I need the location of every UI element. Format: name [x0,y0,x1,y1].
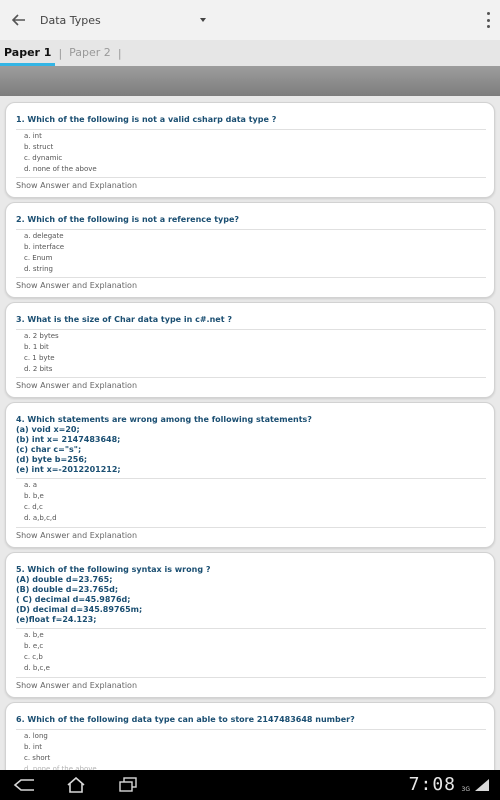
question-text: 5. Which of the following syntax is wrong ? [16,565,211,574]
divider [16,729,486,730]
question-card [5,402,495,548]
option-b[interactable]: b. b,e [24,492,44,500]
option-d[interactable]: d. a,b,c,d [24,514,57,522]
show-answer-link[interactable]: Show Answer and Explanation [16,281,138,290]
show-answer-link[interactable]: Show Answer and Explanation [16,381,138,390]
option-b[interactable]: b. 1 bit [24,343,49,351]
question-text: 6. Which of the following data type can able to store 2147483648 number? [16,715,355,724]
show-answer-link[interactable]: Show Answer and Explanation [16,531,138,540]
dropdown-caret-icon [200,18,206,22]
question-card [5,102,495,198]
divider [16,129,486,130]
option-d[interactable]: d. none of the above [24,765,97,770]
option-c[interactable]: c. Enum [24,254,53,262]
option-d[interactable]: d. b,c,e [24,664,50,672]
tab-paper-2[interactable]: Paper 2 [69,46,111,59]
back-arrow-icon [12,13,26,27]
network-type: 3G [461,786,470,793]
option-a[interactable]: a. int [24,132,42,140]
option-a[interactable]: a. 2 bytes [24,332,59,340]
overflow-menu-icon [487,12,490,15]
question-card [5,552,495,698]
divider [16,677,486,678]
divider [16,527,486,528]
option-c[interactable]: c. short [24,754,51,762]
question-text: 2. Which of the following is not a reference type? [16,215,240,224]
back-button[interactable] [2,0,36,40]
show-answer-link[interactable]: Show Answer and Explanation [16,681,138,690]
tab-separator: | [58,46,63,60]
question-list[interactable] [0,96,500,770]
nav-home-button[interactable] [56,770,96,800]
nav-back-button[interactable] [4,770,44,800]
option-a[interactable]: a. long [24,732,48,740]
divider [16,177,486,178]
option-a[interactable]: a. a [24,481,38,489]
nav-recent-apps-button[interactable] [108,770,148,800]
overflow-menu-icon-dot [487,25,490,28]
tab-bar [0,40,500,66]
option-b[interactable]: b. int [24,743,43,751]
option-c[interactable]: c. c,b [24,653,43,661]
option-b[interactable]: b. e,c [24,642,44,650]
code-line: (A) double d=23.765; [16,575,113,584]
show-answer-link[interactable]: Show Answer and Explanation [16,181,138,190]
divider [16,377,486,378]
nav-home-icon [66,777,86,793]
section-title: Data Types [40,13,101,27]
code-line: (c) char c="s"; [16,445,82,454]
code-line: (e)float f=24.123; [16,615,97,624]
code-line: ( C) decimal d=45.9876d; [16,595,131,604]
code-line: (b) int x= 2147483648; [16,435,121,444]
option-d[interactable]: d. 2 bits [24,365,53,373]
section-spinner[interactable] [40,0,210,40]
status-clock: 7:08 [408,774,456,795]
option-a[interactable]: a. b,e [24,631,44,639]
option-c[interactable]: c. d,c [24,503,43,511]
action-bar [0,0,500,40]
code-line: (d) byte b=256; [16,455,88,464]
question-text: 4. Which statements are wrong among the following statements? [16,415,312,424]
question-card [5,302,495,398]
tab-separator: | [117,46,122,60]
option-a[interactable]: a. delegate [24,232,64,240]
system-nav-bar [0,770,500,800]
nav-recent-apps-icon [118,777,138,793]
option-d[interactable]: d. string [24,265,53,273]
code-line: (a) void x=20; [16,425,80,434]
option-c[interactable]: c. 1 byte [24,354,55,362]
divider [16,229,486,230]
header-strip [0,66,500,96]
divider [16,628,486,629]
question-card [5,702,495,770]
signal-icon [474,778,490,792]
overflow-menu-icon-dot [487,19,490,22]
code-line: (e) int x=-2012201212; [16,465,121,474]
option-b[interactable]: b. interface [24,243,65,251]
option-b[interactable]: b. struct [24,143,54,151]
option-c[interactable]: c. dynamic [24,154,63,162]
divider [16,478,486,479]
question-text: 1. Which of the following is not a valid csharp data type ? [16,115,277,124]
option-d[interactable]: d. none of the above [24,165,97,173]
code-line: (B) double d=23.765d; [16,585,119,594]
question-text: 3. What is the size of Char data type in c#.net ? [16,315,232,324]
nav-back-icon [13,778,35,792]
divider [16,329,486,330]
question-card [5,202,495,298]
divider [16,277,486,278]
overflow-menu-button[interactable] [482,12,494,28]
tab-paper-1[interactable]: Paper 1 [0,40,55,66]
code-line: (D) decimal d=345.89765m; [16,605,143,614]
